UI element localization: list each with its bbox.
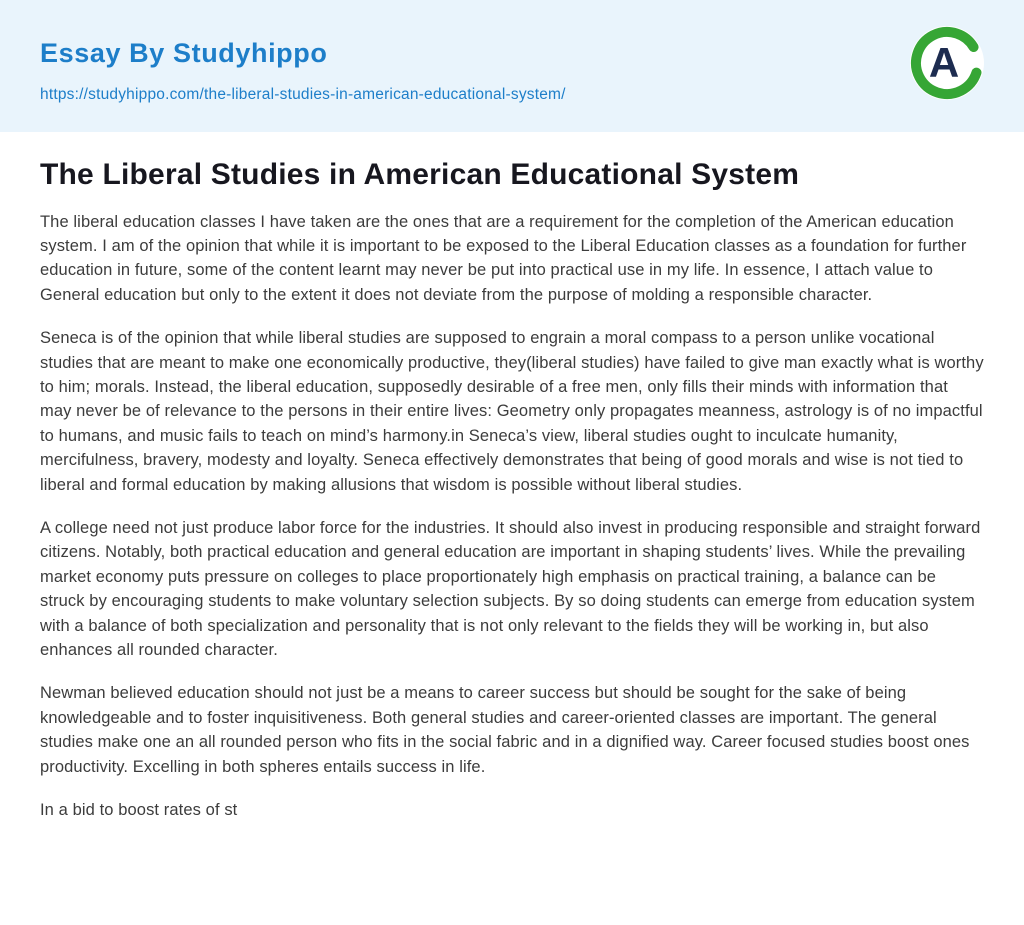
essay-paragraph: Newman believed education should not just be a means to career success but should be sought for the sake of being knowledgeable and to foster inquisitiveness. Both general studies and career-oriented classes are important. The general studies make one an all rounded person who fits in the social fabric and in a dignified way. Career focused studies boost ones productivity. Excelling in both spheres entails success in life.: [40, 684, 970, 776]
studyhippo-logo[interactable]: [910, 26, 984, 100]
essay-paragraph-truncated: In a bid to boost rates of st: [40, 801, 238, 820]
essay-url-link[interactable]: https://studyhippo.com/the-liberal-studies-in-american-educational-system/: [40, 86, 566, 103]
essay-article: [0, 132, 1024, 822]
page-header: [0, 0, 1024, 132]
essay-paragraph: A college need not just produce labor force for the industries. It should also invest in producing responsible and straight forward citizens. Notably, both practical education and general education are important in shaping students’ lives. While the prevailing market economy puts pressure on colleges to place proportionately high emphasis on practical training, a balance can be struck by encouraging students to make voluntary selection subjects. By so doing students can emerge from education system with a balance of both specialization and personality that is not only relevant to the fields they will be working in, but also enhances all rounded character.: [40, 518, 981, 659]
studyhippo-logo-icon: [910, 26, 984, 100]
site-title: Essay By Studyhippo: [40, 38, 328, 68]
essay-paragraph: Seneca is of the opinion that while liberal studies are supposed to engrain a moral compass to a person unlike vocational studies that are meant to make one economically productive, they(liberal studies) have failed to give man exactly what is worthy to him; morals. Instead, the liberal education, supposedly desirable of a free men, only fills their minds with information that may never be of relevance to the persons in their entire lives: Geometry only propagates meanness, astrology is of no impactful to humans, and music fails to teach on mind’s harmony.in Seneca’s view, liberal studies ought to inculcate humanity, mercifulness, bravery, modesty and loyalty. Seneca effectively demonstrates that being of good morals and wise is not tied to liberal and formal education by making allusions that wisdom is possible without liberal studies.: [40, 329, 984, 494]
essay-paragraph: The liberal education classes I have taken are the ones that are a requirement for the completion of the American education system. I am of the opinion that while it is important to be exposed to the Liberal Education classes as a foundation for further education in future, some of the content learnt may never be put into practical use in my life. In essence, I attach value to General education but only to the extent it does not deviate from the purpose of molding a responsible character.: [40, 212, 967, 304]
article-body: [40, 210, 984, 823]
page-title: The Liberal Studies in American Educational System: [40, 158, 800, 191]
logo-letter: A: [928, 39, 960, 86]
